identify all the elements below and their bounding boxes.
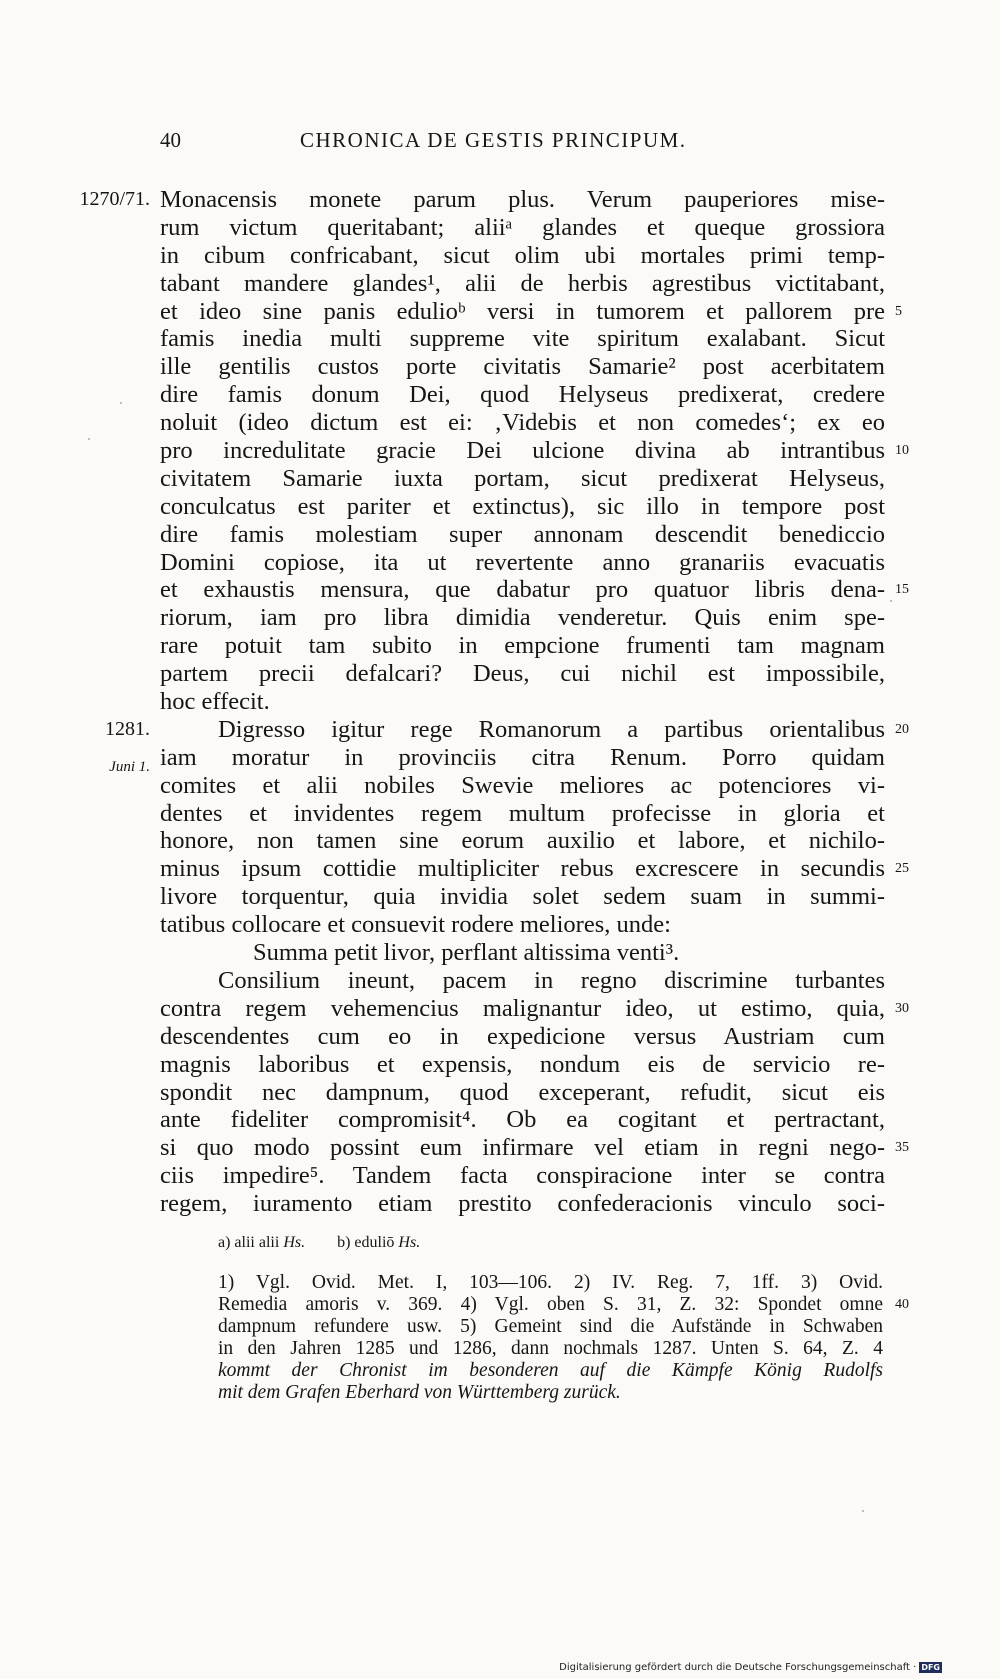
footnote-line: 1) Vgl. Ovid. Met. I, 103—106. 2) IV. Reg. 7, 1ff. 3) Ovid. — [218, 1272, 883, 1293]
line-number: 10 — [895, 443, 909, 459]
paper-speck — [862, 1510, 864, 1512]
verse-line: Summa petit livor, perflant altissima venti³. — [253, 939, 680, 967]
textual-apparatus: a) alii alii Hs. b) eduliō Hs. — [218, 1234, 421, 1251]
footnotes — [218, 1272, 909, 1404]
text-line: regem, iuramento etiam prestito confederacionis vinculo soci- — [160, 1190, 885, 1218]
text-line: conculcatus est pariter et extinctus), sic illo in tempore post — [160, 492, 885, 520]
text-line: Consilium ineunt, pacem in regno discrimine turbantes — [218, 966, 885, 994]
running-title: CHRONICA DE GESTIS PRINCIPUM. — [300, 128, 687, 152]
text-line: noluit (ideo dictum est ei: ‚Videbis et non comedes‘; ex eo — [160, 409, 885, 437]
text-line: civitatem Samarie iuxta portam, sicut predixerat Helyseus, — [160, 464, 885, 492]
text-line: contra regem vehemencius malignantur ideo, ut estimo, quia, 30 — [160, 994, 909, 1022]
text-line: dire famis molestiam super annonam descendit benediccio — [160, 520, 885, 548]
paper-speck — [890, 600, 892, 602]
line-number: 35 — [895, 1140, 909, 1156]
text-line: 1281. Digresso igitur rege Romanorum a partibus orientalibus 20 — [105, 715, 909, 743]
text-line: descendentes cum eo in expedicione versus Austriam cum — [160, 1022, 885, 1050]
digitization-credit: Digitalisierung gefördert durch die Deutsche Forschungsgemeinschaft · DFG — [559, 1662, 940, 1673]
line-number: 40 — [895, 1297, 909, 1312]
text-line: livore torquentur, quia invidia solet sedem suam in summi- — [160, 883, 885, 911]
text-line: ille gentilis custos porte civitatis Samarie² post acerbitatem — [160, 353, 885, 381]
margin-year: 1281. — [105, 717, 150, 740]
text-line: hoc effecit. — [160, 688, 270, 716]
text-line: magnis laboribus et expensis, nondum eis de servicio re- — [160, 1050, 885, 1078]
text-line: dire famis donum Dei, quod Helyseus predixerat, credere — [160, 381, 885, 409]
text-line: ante fideliter compromisit⁴. Ob ea cogitant et pertractant, — [160, 1106, 885, 1134]
text-line: rum victum queritabant; aliiᵃ glandes et queque grossiora — [160, 213, 885, 241]
text-line: minus ipsum cottidie multipliciter rebus excrescere in secundis 25 — [160, 855, 909, 883]
text-line: riorum, iam pro libra dimidia venderetur. Quis enim spe- — [160, 604, 885, 632]
text-line: et ideo sine panis edulioᵇ versi in tumorem et pallorem pre 5 — [160, 297, 902, 325]
text-line: et exhaustis mensura, que dabatur pro quatuor libris dena- 15 — [160, 576, 909, 604]
dfg-logo: DFG — [921, 1663, 940, 1672]
text-line: honore, non tamen sine eorum auxilio et labore, et nichilo- — [160, 827, 885, 855]
text-line: in cibum confricabant, sicut olim ubi mortales primi temp- — [160, 241, 885, 269]
margin-date: Juni 1. — [109, 758, 150, 775]
page-number: 40 — [160, 128, 181, 152]
footnote-line: dampnum refundere usw. 5) Gemeint sind die Aufstände in Schwaben — [218, 1316, 883, 1337]
margin-year: 1270/71. — [79, 188, 150, 210]
text-line: dentes et invidentes regem multum profecisse in gloria et — [160, 799, 885, 827]
line-number: 25 — [895, 861, 909, 877]
text-line: tabant mandere glandes¹, alii de herbis agrestibus victitabant, — [160, 269, 885, 297]
text-line: comites et alii nobiles Swevie meliores ac potenciores vi- — [160, 771, 885, 799]
footnote-line: mit dem Grafen Eberhard von Württemberg zurück. — [218, 1382, 621, 1403]
main-text — [79, 186, 909, 1218]
text-line: Domini copiose, ita ut revertente anno granariis evacuatis — [160, 548, 885, 576]
text-line: rare potuit tam subito in empcione frumenti tam magnam — [160, 632, 885, 660]
footnote-line: in den Jahren 1285 und 1286, dann nochmals 1287. Unten S. 64, Z. 4 — [218, 1338, 883, 1359]
text-line: Juni 1. iam moratur in provinciis citra Renum. Porro quidam — [160, 744, 885, 772]
line-number: 30 — [895, 1000, 909, 1016]
text-line: spondit nec dampnum, quod exceperant, refudit, sicut eis — [160, 1078, 885, 1106]
line-number: 20 — [895, 721, 909, 737]
footnote-line: kommt der Chronist im besonderen auf die Kämpfe König Rudolfs — [218, 1360, 883, 1381]
footnote-line: Remedia amoris v. 369. 4) Vgl. oben S. 31, Z. 32: Spondet omne 40 — [218, 1294, 909, 1315]
paper-speck — [120, 402, 122, 404]
text-line: famis inedia multi suppreme vite spiritum exalabant. Sicut — [160, 325, 885, 353]
running-header — [0, 128, 1000, 154]
text-line: tatibus collocare et consuevit rodere meliores, unde: — [160, 911, 671, 939]
text-line: partem precii defalcari? Deus, cui nichil est impossibile, — [160, 660, 885, 688]
paper-speck — [88, 438, 90, 440]
text-line: 1270/71. Monacensis monete parum plus. Verum pauperiores mise- — [79, 186, 885, 213]
text-line: ciis impedire⁵. Tandem facta conspiracione inter se contra — [160, 1162, 885, 1190]
line-number: 15 — [895, 582, 909, 598]
text-line: si quo modo possint eum infirmare vel etiam in regni nego- 35 — [160, 1134, 909, 1162]
line-number: 5 — [895, 303, 902, 319]
text-line: pro incredulitate gracie Dei ulcione divina ab intrantibus 10 — [160, 437, 909, 465]
